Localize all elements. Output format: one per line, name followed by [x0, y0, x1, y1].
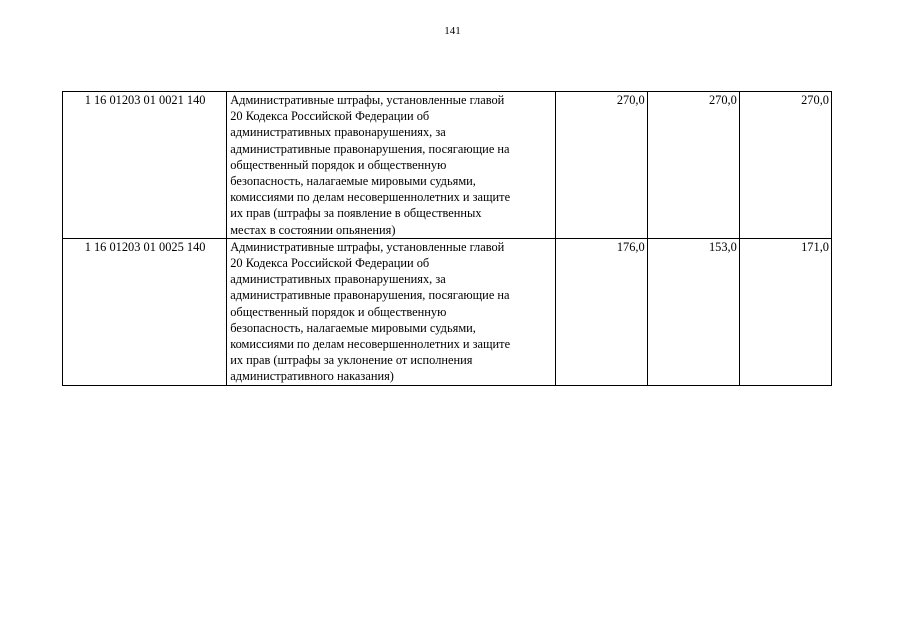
- description-line: административные правонарушения, посягающие на: [230, 288, 510, 303]
- description-line: Административные штрафы, установленные главой: [230, 239, 505, 254]
- description-line: административного наказания): [230, 369, 394, 384]
- budget-code-cell: 1 16 01203 01 0021 140: [63, 92, 227, 239]
- amount-year-2-cell: 153,0: [647, 238, 739, 385]
- description-line: 20 Кодекса Российской Федерации об: [230, 109, 430, 124]
- table-row: [63, 238, 832, 385]
- description-line: административных правонарушениях, за: [230, 125, 446, 140]
- description-line: административных правонарушениях, за: [230, 272, 446, 287]
- amount-year-1-cell: 270,0: [555, 92, 647, 239]
- description-line: комиссиями по делам несовершеннолетних и защите: [230, 190, 511, 205]
- description-cell: [227, 238, 555, 385]
- amount-year-3-cell: 270,0: [739, 92, 831, 239]
- amount-year-1-cell: 176,0: [555, 238, 647, 385]
- description-line: общественный порядок и общественную: [230, 304, 447, 319]
- description-cell: [227, 92, 555, 239]
- description-line: комиссиями по делам несовершеннолетних и защите: [230, 337, 511, 352]
- description-line: безопасность, налагаемые мировыми судьями,: [230, 320, 476, 335]
- description-line: их прав (штрафы за уклонение от исполнения: [230, 353, 473, 368]
- description-line: административные правонарушения, посягающие на: [230, 141, 510, 156]
- description-line: 20 Кодекса Российской Федерации об: [230, 256, 430, 271]
- amount-year-2-cell: 270,0: [647, 92, 739, 239]
- description-line: местах в состоянии опьянения): [230, 222, 396, 237]
- description-line: Административные штрафы, установленные главой: [230, 93, 505, 107]
- description-line: безопасность, налагаемые мировыми судьями,: [230, 174, 476, 189]
- table-row: [63, 92, 832, 239]
- amount-year-3-cell: 171,0: [739, 238, 831, 385]
- description-line: их прав (штрафы за появление в общественных: [230, 206, 482, 221]
- description-line: общественный порядок и общественную: [230, 157, 447, 172]
- budget-table: [62, 91, 832, 386]
- page-number: 141: [444, 25, 461, 37]
- budget-code-cell: 1 16 01203 01 0025 140: [63, 238, 227, 385]
